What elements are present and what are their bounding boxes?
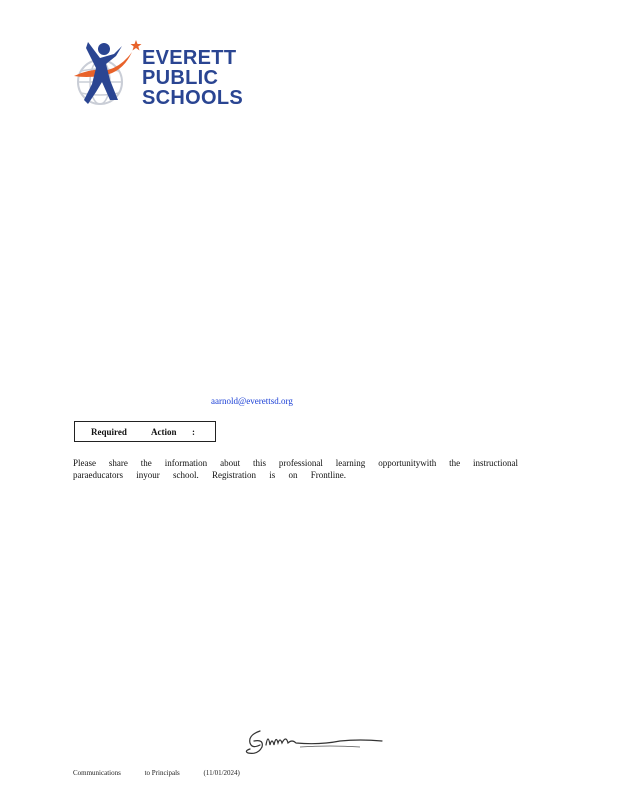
body-paragraph — [73, 458, 518, 469]
logo-wordmark — [142, 48, 252, 108]
required-label: Required — [91, 427, 127, 437]
action-label: Action — [151, 427, 177, 437]
body-line-2: paraeducators inyour school. Registration is on Frontline. — [73, 470, 346, 480]
logo-line-3: SCHOOLS — [142, 87, 243, 109]
action-colon: : — [192, 427, 195, 437]
footer — [73, 769, 240, 777]
logo-line-2: PUBLIC — [142, 67, 219, 89]
body-line-1: Please share the information about this professional learning opportunitywith the instructional — [73, 458, 518, 468]
footer-date: (11/01/2024) — [203, 769, 240, 777]
everett-public-schools-logo — [70, 34, 255, 114]
handwritten-signature — [240, 725, 385, 757]
logo-figure-icon — [70, 34, 142, 112]
contact-email-link[interactable]: aarnold@everettsd.org — [211, 396, 293, 406]
footer-communications: Communications — [73, 769, 121, 777]
footer-to-principals: to Principals — [144, 769, 180, 777]
logo-line-1: EVERETT — [142, 47, 237, 69]
required-action-box — [74, 421, 216, 442]
